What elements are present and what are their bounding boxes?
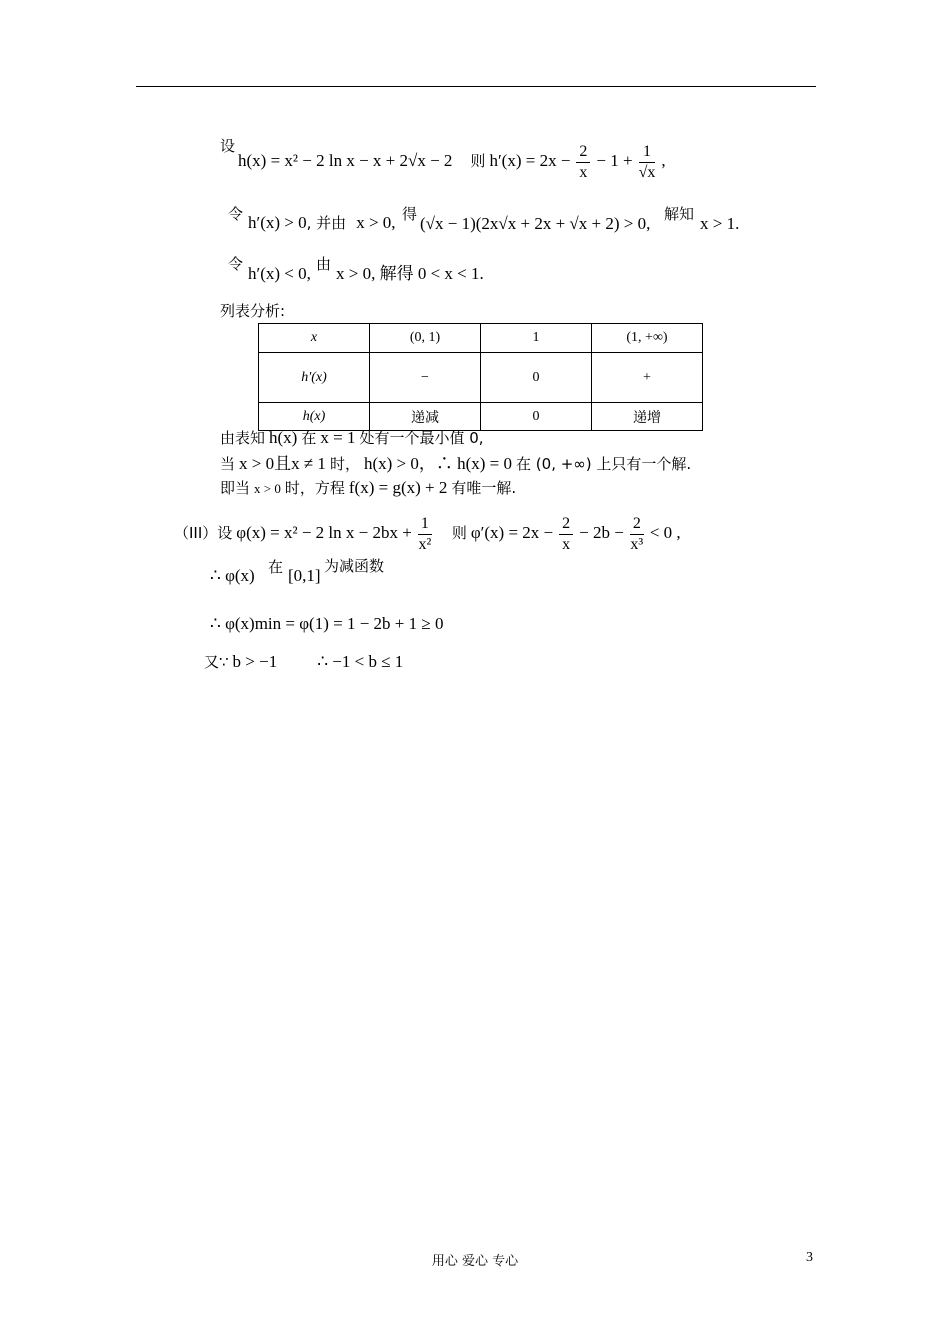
fraction-1-over-x-squared: $\frac{1}{\text{x²}}$: [418, 515, 432, 553]
factored-inequality: (√x − 1)(2x√x + 2x + √x + 2) > 0,: [420, 214, 651, 233]
table-cell: 递减: [370, 403, 481, 431]
table-intro: 列表分析:: [220, 302, 286, 320]
page-footer: 用心 爱心 专心: [431, 1254, 519, 1269]
table-cell: (1, +∞): [592, 324, 703, 353]
line-3-you: 由: [316, 255, 332, 273]
line-3-math: h′(x) < 0,: [248, 264, 311, 283]
line-7: 即当 x > 0 时，方程 f(x) = g(x) + 2 有唯一解.: [220, 478, 517, 497]
line-9-zai: 在: [268, 558, 284, 576]
line-2-solve: 解知: [664, 205, 695, 223]
then-label: 则: [470, 152, 486, 171]
table-cell: x: [259, 324, 370, 353]
fraction-1-over-sqrt-x: $\frac{1}{√x}$: [638, 143, 656, 181]
phi-definition: φ(x) = x² − 2 ln x − 2bx +: [236, 523, 412, 543]
table-cell: (0, 1): [370, 324, 481, 353]
header-rule: [136, 86, 816, 87]
page-number: 3: [806, 1250, 813, 1265]
table-row: [259, 353, 703, 403]
table-cell: h(x): [259, 403, 370, 431]
line-3-solve: x > 0, 解得 0 < x < 1.: [336, 264, 484, 283]
set-label: 设: [220, 137, 236, 155]
h-prime-positive: h′(x) > 0: [248, 213, 307, 232]
line-8: （III）设 φ(x) = x² − 2 ln x − 2bx + $\frac{1}{\text{x²}}$ 则 φ′(x) = 2x − $\frac{2}{x}$ − 2b − $\frac{2}{\text{x³}}$ < 0 ,: [174, 515, 681, 553]
phi-derivative: φ′(x) = 2x −: [470, 523, 554, 543]
table-row: [259, 403, 703, 431]
table-row: [259, 324, 703, 353]
line-10: [210, 614, 443, 635]
line-9: ∴ φ(x): [210, 566, 255, 585]
table-cell: 1: [481, 324, 592, 353]
line-2-factor: [420, 214, 650, 235]
table-cell: +: [592, 353, 703, 403]
line-6: 当 x > 0且x ≠ 1 时， h(x) > 0，∴ h(x) = 0 在 (0, +∞) 上只有一个解.: [220, 454, 692, 473]
fraction-2-over-x: $\frac{2}{x}$: [559, 514, 573, 555]
final-answer: ∴ −1 < b ≤ 1: [317, 652, 404, 671]
sign-table: [258, 323, 703, 431]
line-9-interval: [0,1]: [288, 566, 321, 585]
line-9-decreasing: 为减函数: [324, 557, 385, 575]
line-3: 令: [228, 255, 244, 273]
fraction-2-over-x-cubed: $\frac{2}{\text{x³}}$: [630, 515, 644, 553]
line-1: h(x) = x² − 2 ln x − x + 2√x − 2 则 h′(x) = 2x − $\frac{2}{x}$ − 1 + $\frac{1}{√x}$ ,: [238, 143, 666, 181]
table-cell: −: [370, 353, 481, 403]
h-definition: h(x) = x² − 2 ln x − x + 2√x − 2: [238, 151, 453, 171]
line-2-de: 得: [402, 205, 418, 223]
line-5: 由表知 h(x) 在 x = 1 处有一个最小值 0,: [220, 428, 484, 447]
fraction-2-over-x: $\frac{2}{x}$: [576, 142, 590, 183]
line-2-result: x > 1.: [700, 214, 740, 233]
part-three-label: （III）设: [174, 524, 233, 543]
table-cell: 0: [481, 353, 592, 403]
table-cell: 0: [481, 403, 592, 431]
table-cell: h′(x): [259, 353, 370, 403]
line-2-math: h′(x) > 0, 并由 x > 0,: [248, 213, 396, 232]
h-derivative: h′(x) = 2x −: [489, 151, 571, 171]
table-cell: 递增: [592, 403, 703, 431]
line-2: 令: [228, 205, 244, 223]
line-1-label: [220, 136, 235, 157]
line-11: 又∵ b > −1 ∴ −1 < b ≤ 1: [204, 652, 404, 671]
minus-one-plus: − 1 +: [596, 151, 633, 171]
phi-minimum: ∴ φ(x)min = φ(1) = 1 − 2b + 1 ≥ 0: [210, 614, 444, 633]
